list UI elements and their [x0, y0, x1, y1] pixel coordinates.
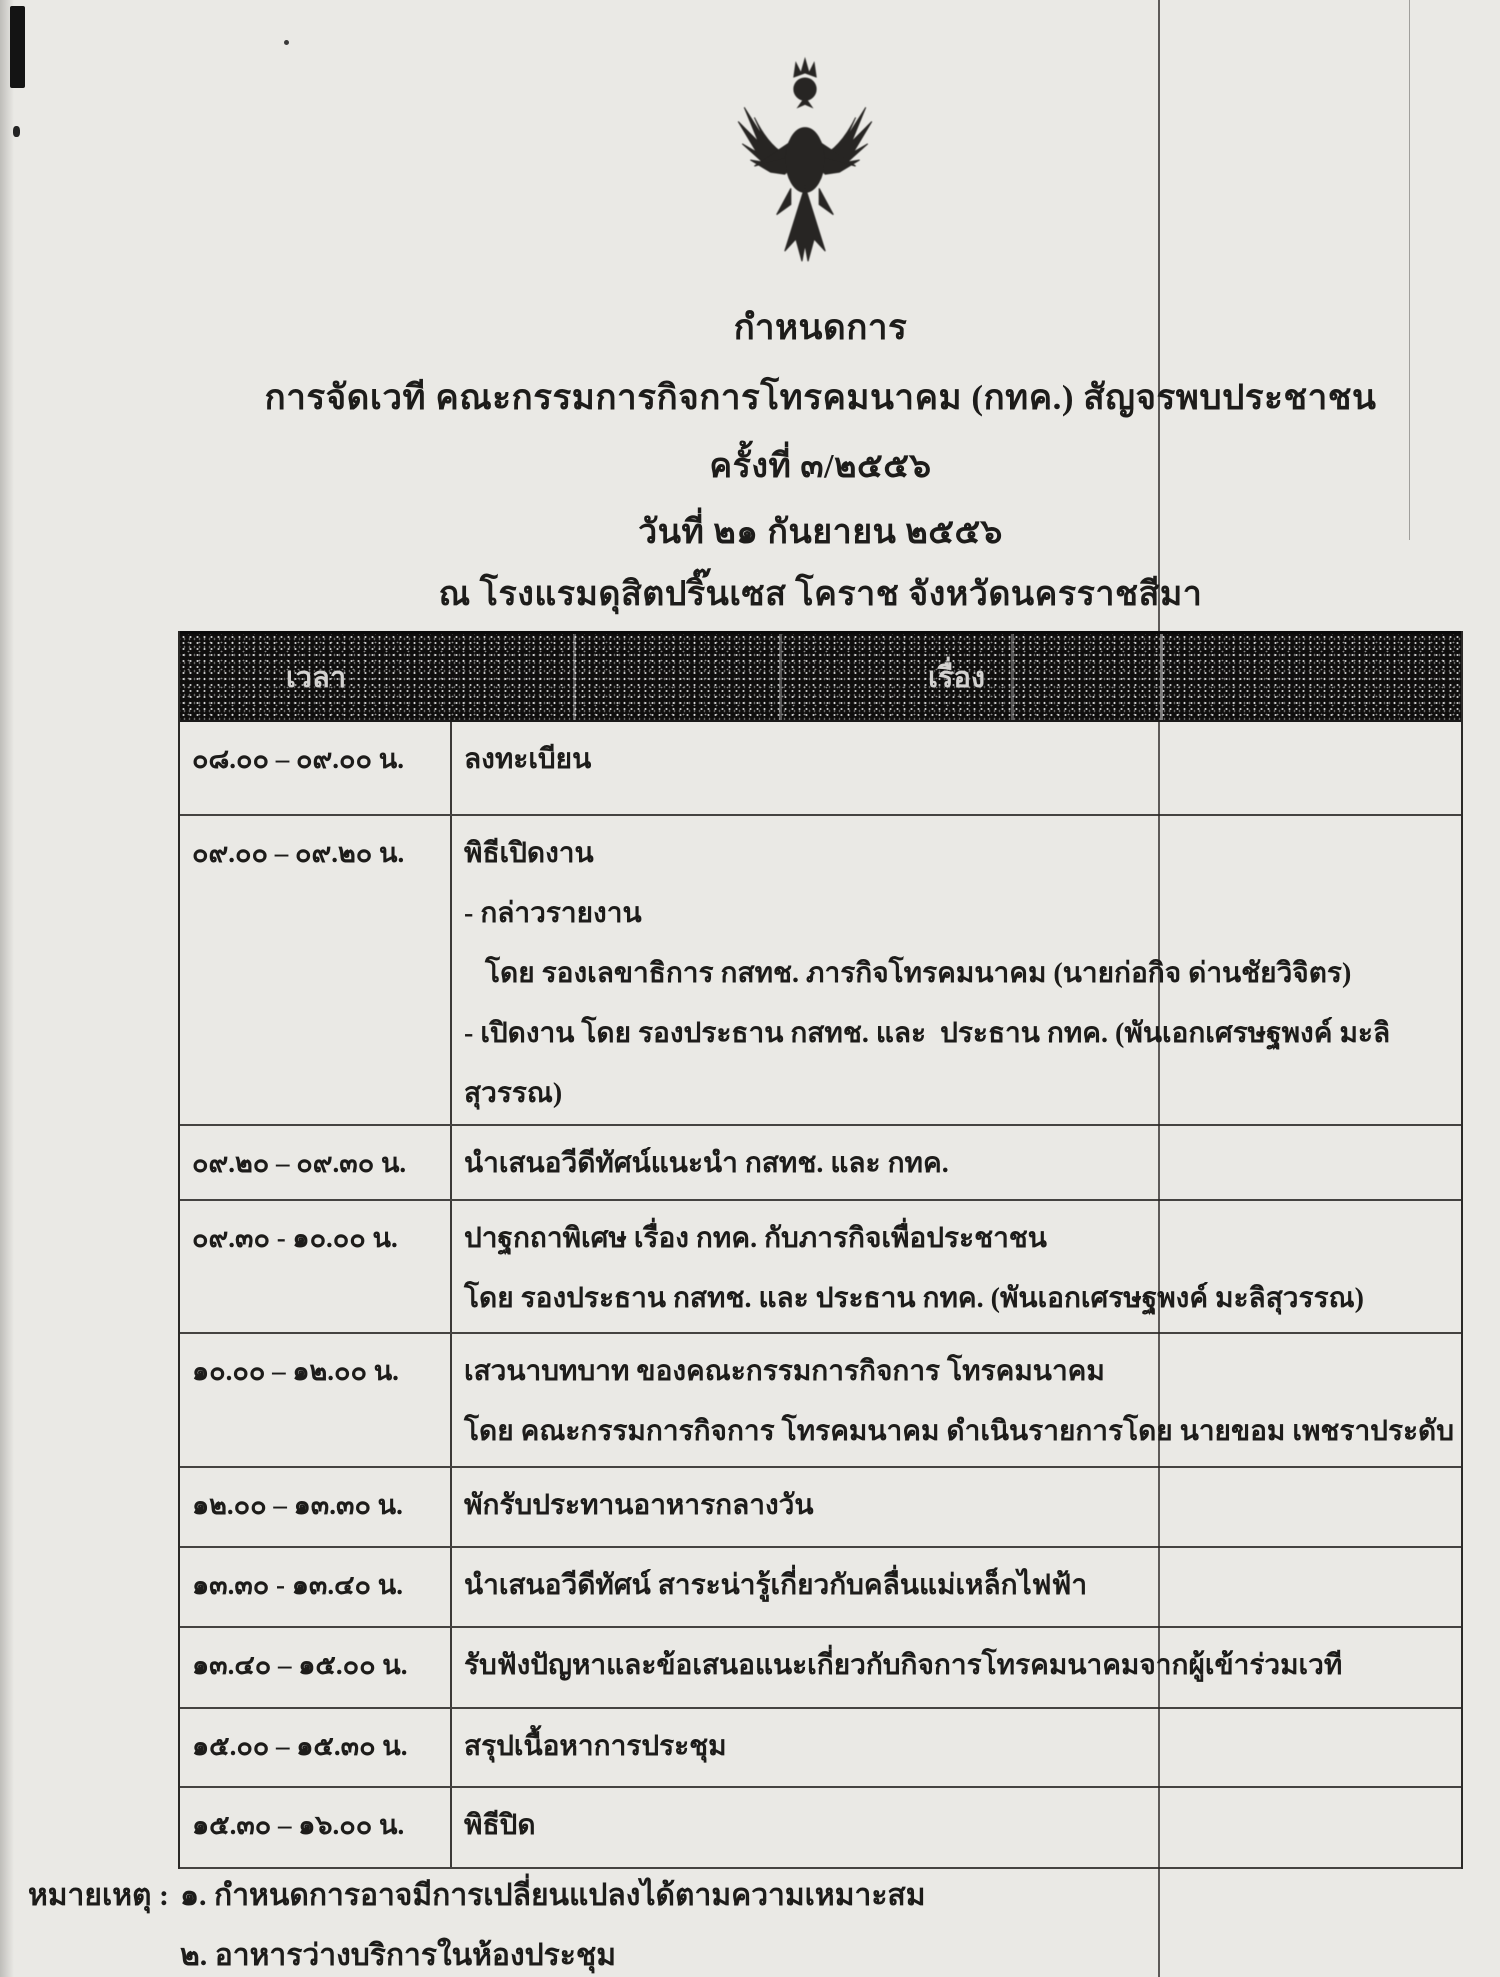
agenda-rows	[180, 722, 1461, 1869]
table-row	[180, 1334, 1461, 1468]
column-header-subject: เรื่อง	[927, 662, 986, 694]
subject-cell	[452, 722, 1461, 814]
subject-cell	[452, 1201, 1461, 1332]
scan-dot	[284, 40, 289, 45]
subject-cell	[452, 1126, 1461, 1199]
time-cell: ๐๙.๐๐ – ๐๙.๒๐ น.	[180, 816, 452, 1124]
subject-line: พักรับประทานอาหารกลางวัน	[464, 1490, 814, 1521]
time-cell: ๑๐.๐๐ – ๑๒.๐๐ น.	[180, 1334, 452, 1466]
time-cell: ๐๙.๓๐ - ๑๐.๐๐ น.	[180, 1201, 452, 1332]
subject-line: นำเสนอวีดีทัศน์แนะนำ กสทช. และ กทค.	[464, 1148, 949, 1179]
subject-cell	[452, 1334, 1461, 1466]
time-cell: ๑๕.๐๐ – ๑๕.๓๐ น.	[180, 1709, 452, 1786]
subject-line: - เปิดงาน โดย รองประธาน กสทช. และ ประธาน กทค. (พันเอกเศรษฐพงค์ มะลิสุวรรณ)	[464, 1018, 1391, 1109]
table-row	[180, 1468, 1461, 1548]
subject-line: - กล่าวรายงาน	[464, 898, 642, 929]
subject-line: ปาฐกถาพิเศษ เรื่อง กทค. กับภารกิจเพื่อประชาชน	[464, 1223, 1047, 1254]
time-cell: ๑๓.๔๐ – ๑๕.๐๐ น.	[180, 1628, 452, 1707]
subtitle-date: วันที่ ๒๑ กันยายน ๒๕๕๖	[638, 514, 1003, 551]
time-cell: ๐๙.๒๐ – ๐๙.๓๐ น.	[180, 1126, 452, 1199]
scan-edge-shade	[0, 0, 14, 1977]
subject-cell	[452, 1709, 1461, 1786]
note-item: ๒. อาหารว่างบริการในห้องประชุม	[180, 1939, 616, 1972]
subject-line: สรุปเนื้อหาการประชุม	[464, 1731, 727, 1762]
table-row	[180, 1788, 1461, 1869]
subject-cell	[452, 1628, 1461, 1707]
agenda-table	[178, 631, 1463, 1869]
subject-line: เสวนาบทบาท ของคณะกรรมการกิจการ โทรคมนาคม	[464, 1356, 1105, 1387]
subtitle-session: ครั้งที่ ๓/๒๕๕๖	[709, 448, 932, 485]
subject-line: นำเสนอวีดีทัศน์ สาระน่ารู้เกี่ยวกับคลื่นแม่เหล็กไฟฟ้า	[464, 1570, 1088, 1601]
page-title: กำหนดการ	[733, 308, 908, 347]
time-cell: ๑๕.๓๐ – ๑๖.๐๐ น.	[180, 1788, 452, 1867]
subject-cell	[452, 1788, 1461, 1867]
table-header-band	[180, 631, 1461, 722]
time-cell: ๑๒.๐๐ – ๑๓.๓๐ น.	[180, 1468, 452, 1546]
garuda-emblem	[724, 52, 886, 268]
notes-label: หมายเหตุ :	[28, 1879, 169, 1912]
subject-line: พิธีเปิดงาน	[464, 838, 594, 869]
subject-line: ลงทะเบียน	[464, 744, 592, 775]
time-cell: ๑๓.๓๐ - ๑๓.๔๐ น.	[180, 1548, 452, 1626]
subject-line: พิธีปิด	[464, 1810, 536, 1841]
table-row	[180, 1548, 1461, 1628]
subject-line: รับฟังปัญหาและข้อเสนอแนะเกี่ยวกับกิจการโทรคมนาคมจากผู้เข้าร่วมเวที	[464, 1650, 1343, 1681]
table-row	[180, 722, 1461, 816]
table-row	[180, 1628, 1461, 1709]
subject-line: โดย คณะกรรมการกิจการ โทรคมนาคม ดำเนินรายการโดย นายขอม เพชราประดับ	[464, 1416, 1454, 1447]
subtitle-event: การจัดเวที คณะกรรมการกิจการโทรคมนาคม (กทค.) สัญจรพบประชาชน	[264, 378, 1377, 417]
time-cell: ๐๘.๐๐ – ๐๙.๐๐ น.	[180, 722, 452, 814]
table-row	[180, 1709, 1461, 1788]
subject-line: โดย รองประธาน กสทช. และ ประธาน กทค. (พันเอกเศรษฐพงค์ มะลิสุวรรณ)	[464, 1283, 1364, 1314]
table-row	[180, 816, 1461, 1126]
table-row	[180, 1126, 1461, 1201]
scan-corner-mark	[10, 6, 25, 88]
subject-cell	[452, 816, 1461, 1124]
subject-cell	[452, 1548, 1461, 1626]
subject-cell	[452, 1468, 1461, 1546]
subject-line: โดย รองเลขาธิการ กสทช. ภารกิจโทรคมนาคม (นายก่อกิจ ด่านชัยวิจิตร)	[464, 958, 1352, 989]
subtitle-venue: ณ โรงแรมดุสิตปริ๊นเซส โคราช จังหวัดนครราชสีมา	[438, 576, 1203, 613]
note-item: ๑. กำหนดการอาจมีการเปลี่ยนแปลงได้ตามความเหมาะสม	[180, 1879, 926, 1912]
scan-dot	[13, 126, 20, 137]
table-row	[180, 1201, 1461, 1334]
column-header-time: เวลา	[285, 662, 347, 694]
